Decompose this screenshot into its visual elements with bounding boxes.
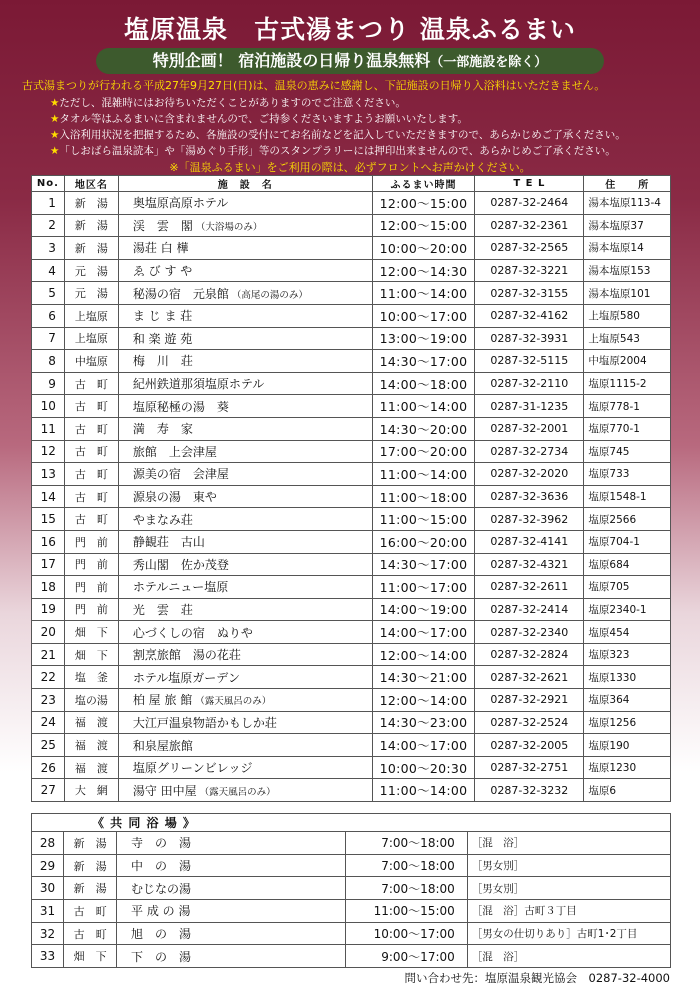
row-address: 湯本塩原153 [584,259,671,282]
row-no: 15 [32,508,65,531]
facility-name: 秘湯の宿 元泉館 [132,286,229,301]
row-tel: 0287-32-2524 [475,711,584,734]
row-tel: 0287-32-4321 [475,553,584,576]
row-area: 元 湯 [64,282,118,305]
row-no: 12 [32,440,65,463]
row-no: 2 [32,214,65,237]
row-area: 古 町 [64,485,118,508]
row-address: 上塩原543 [584,327,671,350]
facility-note: （露天風呂のみ） [199,786,276,798]
row-address: 塩原684 [584,553,671,576]
row-area: 新 湯 [64,214,118,237]
special-offer-banner [96,48,604,74]
row-address: 湯本塩原14 [584,237,671,260]
row-no: 13 [32,463,65,486]
header-facility: 施 設 名 [118,176,372,192]
row-address: 塩原733 [584,463,671,486]
facility-name: 和 楽 遊 苑 [132,331,193,346]
table-row [32,689,671,712]
row-no: 20 [32,621,65,644]
note-item: ★「しおばら温泉読本」や「湯めぐり手形」等のスタンプラリーには押印出来ませんので、あらかじめご了承ください。 [50,145,616,157]
table-row [32,553,671,576]
row-time: 11:00〜14:00 [372,463,475,486]
star-icon: ★ [50,97,60,109]
row-tel: 0287-32-2464 [475,192,584,215]
row-area: 古 町 [64,372,118,395]
row-no: 14 [32,485,65,508]
row-no: 7 [32,327,65,350]
header-no: No. [32,176,65,192]
row-tel: 0287-32-4162 [475,304,584,327]
row-time: 10:00〜20:00 [372,237,475,260]
table-row [32,756,671,779]
row-tel: 0287-32-5115 [475,350,584,373]
row-area: 門 前 [64,530,118,553]
row-bath-type: ［男女の仕切りあり］古町1･2丁目 [467,922,670,945]
table-row [32,832,671,855]
row-no: 4 [32,259,65,282]
row-address: 上塩原580 [584,304,671,327]
row-address: 中塩原2004 [584,350,671,373]
row-tel: 0287-32-3962 [475,508,584,531]
row-bath-type: ［混 浴］古町３丁目 [467,900,670,923]
row-area: 新 湯 [64,192,118,215]
row-address: 塩原190 [584,734,671,757]
table-row [32,734,671,757]
row-facility: むじなの湯 [117,877,346,900]
row-tel: 0287-32-2611 [475,576,584,599]
row-tel: 0287-32-2001 [475,417,584,440]
row-tel: 0287-32-2565 [475,237,584,260]
row-area: 畑 下 [64,621,118,644]
facility-name: 奥塩原高原ホテル [132,196,229,211]
row-facility [118,530,372,553]
row-bath-type: ［混 浴］ [467,945,670,968]
star-icon: ★ [50,113,60,125]
row-area: 中塩原 [64,350,118,373]
row-no: 25 [32,734,65,757]
row-time: 12:00〜15:00 [372,192,475,215]
header-time: ふるまい時間 [372,176,475,192]
row-no: 30 [32,877,64,900]
facility-name: ま じ ま 荘 [132,309,193,324]
front-desk-notice: ※「温泉ふるまい」をご利用の際は、必ずフロントへお声かけください。 [169,161,531,174]
row-no: 23 [32,689,65,712]
table-row [32,485,671,508]
row-time: 11:00〜15:00 [345,900,467,923]
table-row [32,214,671,237]
row-address: 塩原705 [584,576,671,599]
row-facility [118,259,372,282]
table-row [32,282,671,305]
row-facility [118,711,372,734]
row-area: 新 湯 [64,877,117,900]
row-time: 7:00〜18:00 [345,877,467,900]
row-address: 塩原770-1 [584,417,671,440]
row-bath-type: ［男女別］ [467,854,670,877]
row-facility [118,214,372,237]
row-no: 33 [32,945,64,968]
row-tel: 0287-32-2361 [475,214,584,237]
table-row [32,395,671,418]
row-time: 7:00〜18:00 [345,854,467,877]
facility-note: （大浴場のみ） [195,221,263,233]
row-time: 14:00〜17:00 [372,621,475,644]
row-address: 塩原778-1 [584,395,671,418]
row-time: 14:30〜20:00 [372,417,475,440]
row-no: 6 [32,304,65,327]
row-address: 塩原1548-1 [584,485,671,508]
star-icon: ★ [50,129,60,141]
special-offer-note: （一部施設を除く） [430,55,548,70]
row-no: 10 [32,395,65,418]
row-area: 畑 下 [64,945,117,968]
contact-footer: 問い合わせ先：塩原温泉観光協会 0287-32-4000 [404,971,670,985]
row-no: 9 [32,372,65,395]
facility-note: （高尾の湯のみ） [231,289,308,301]
table-row [32,530,671,553]
row-area: 古 町 [64,900,117,923]
row-tel: 0287-32-2621 [475,666,584,689]
row-address: 塩原1330 [584,666,671,689]
row-time: 11:00〜15:00 [372,508,475,531]
row-address: 塩原704-1 [584,530,671,553]
row-tel: 0287-32-2734 [475,440,584,463]
row-area: 古 町 [64,440,118,463]
row-area: 塩 釜 [64,666,118,689]
row-address: 塩原1230 [584,756,671,779]
row-address: 塩原2340-1 [584,598,671,621]
table-row [32,259,671,282]
row-tel: 0287-32-2824 [475,643,584,666]
row-area: 大 網 [64,779,118,802]
row-facility: 中 の 湯 [117,854,346,877]
facility-name: 渓 雲 閣 [132,218,193,233]
facility-name: 柏 屋 旅 館 [132,693,193,708]
row-no: 1 [32,192,65,215]
row-time: 11:00〜18:00 [372,485,475,508]
table-row [32,922,671,945]
row-address: 塩原1115-2 [584,372,671,395]
row-tel: 0287-32-4141 [475,530,584,553]
row-facility [118,734,372,757]
row-area: 新 湯 [64,237,118,260]
row-no: 8 [32,350,65,373]
row-facility [118,689,372,712]
row-bath-type: ［男女別］ [467,877,670,900]
row-time: 11:00〜14:00 [372,282,475,305]
row-facility: 寺 の 湯 [117,832,346,855]
table-row [32,598,671,621]
row-facility [118,440,372,463]
row-tel: 0287-32-2020 [475,463,584,486]
table-row [32,779,671,802]
row-address: 湯本塩原37 [584,214,671,237]
row-facility: 平 成 の 湯 [117,900,346,923]
row-facility [118,327,372,350]
star-icon: ★ [50,145,60,157]
row-tel: 0287-32-2005 [475,734,584,757]
facility-name: 紀州鉄道那須塩原ホテル [132,377,265,392]
table-row [32,508,671,531]
row-area: 畑 下 [64,643,118,666]
row-address: 塩原6 [584,779,671,802]
row-facility [118,237,372,260]
row-facility [118,350,372,373]
row-facility [118,756,372,779]
facility-name: ホテル塩原ガーデン [132,670,240,685]
facility-name: やまなみ荘 [132,512,193,527]
row-time: 11:00〜14:00 [372,395,475,418]
facility-name: 和泉屋旅館 [132,738,193,753]
table-row [32,327,671,350]
public-baths-table [31,813,671,968]
table-row [32,463,671,486]
row-facility [118,463,372,486]
row-tel: 0287-32-3931 [475,327,584,350]
row-address: 湯本塩原113-4 [584,192,671,215]
row-area: 元 湯 [64,259,118,282]
row-time: 10:00〜17:00 [345,922,467,945]
row-area: 古 町 [64,922,117,945]
row-facility [118,553,372,576]
row-facility [118,304,372,327]
note-item: ★ただし、混雑時にはお待ちいただくことがありますのでご注意ください。 [50,97,406,109]
row-area: 門 前 [64,553,118,576]
row-facility [118,485,372,508]
facility-name: 塩原秘極の湯 葵 [132,399,229,414]
facility-name: 光 雲 荘 [132,602,193,617]
page-title: 塩原温泉 古式湯まつり 温泉ふるまい [124,15,576,44]
public-baths-title: 《 共 同 浴 場 》 [32,814,671,832]
row-no: 28 [32,832,64,855]
facility-name: 湯守 田中屋 [132,783,197,798]
row-time: 12:00〜14:30 [372,259,475,282]
row-area: 古 町 [64,417,118,440]
row-tel: 0287-32-2414 [475,598,584,621]
row-no: 3 [32,237,65,260]
row-bath-type: ［混 浴］ [467,832,670,855]
row-address: 塩原1256 [584,711,671,734]
row-area: 福 渡 [64,756,118,779]
row-facility [118,372,372,395]
facility-note: （露天風呂のみ） [195,696,272,708]
table-row [32,350,671,373]
row-time: 16:00〜20:00 [372,530,475,553]
facility-name: 満 寿 家 [132,422,193,437]
row-tel: 0287-32-3155 [475,282,584,305]
notes-list [50,95,690,159]
row-tel: 0287-32-2921 [475,689,584,712]
row-time: 13:00〜19:00 [372,327,475,350]
row-address: 塩原364 [584,689,671,712]
table-row [32,417,671,440]
row-area: 福 渡 [64,711,118,734]
row-no: 31 [32,900,64,923]
row-facility [118,508,372,531]
facility-name: 源美の宿 会津屋 [132,467,229,482]
row-no: 17 [32,553,65,576]
row-area: 古 町 [64,508,118,531]
row-area: 門 前 [64,598,118,621]
row-facility: 下 の 湯 [117,945,346,968]
row-time: 12:00〜15:00 [372,214,475,237]
special-offer-label: 特別企画！ 宿泊施設の日帰り温泉無料 [152,51,431,70]
facilities-table [31,175,671,802]
note-item: ★入浴利用状況を把握するため、各施設の受付にてお名前などを記入していただきますので、あらかじめご了承ください。 [50,129,626,141]
row-time: 14:30〜17:00 [372,350,475,373]
table-row [32,900,671,923]
row-time: 10:00〜17:00 [372,304,475,327]
row-address: 湯本塩原101 [584,282,671,305]
row-tel: 0287-32-3636 [475,485,584,508]
row-facility: 旭 の 湯 [117,922,346,945]
row-time: 14:00〜19:00 [372,598,475,621]
facility-name: ホテルニュー塩原 [132,580,229,595]
table-header-row [32,176,671,192]
row-area: 塩の湯 [64,689,118,712]
row-facility [118,576,372,599]
row-time: 14:30〜17:00 [372,553,475,576]
facility-name: 大江戸温泉物語かもしか荘 [132,715,277,730]
row-time: 12:00〜14:00 [372,643,475,666]
row-time: 11:00〜17:00 [372,576,475,599]
row-time: 17:00〜20:00 [372,440,475,463]
table-row [32,576,671,599]
row-no: 18 [32,576,65,599]
row-facility [118,598,372,621]
row-facility [118,395,372,418]
table-row [32,877,671,900]
facility-name: 秀山閣 佐か茂登 [132,557,229,572]
row-facility [118,779,372,802]
table-row [32,372,671,395]
facility-name: 塩原グリーンビレッジ [132,761,253,776]
table-row [32,192,671,215]
row-time: 14:00〜17:00 [372,734,475,757]
facility-name: ゑ び す や [132,264,193,279]
facility-name: 湯荘 白 樺 [132,241,189,256]
row-tel: 0287-32-3221 [475,259,584,282]
row-time: 11:00〜14:00 [372,779,475,802]
row-no: 16 [32,530,65,553]
row-facility [118,417,372,440]
row-no: 32 [32,922,64,945]
row-area: 新 湯 [64,832,117,855]
table-row [32,854,671,877]
public-baths-header-row [32,814,671,832]
row-area: 古 町 [64,395,118,418]
row-facility [118,643,372,666]
header-area: 地区名 [64,176,118,192]
row-facility [118,192,372,215]
table-row [32,621,671,644]
header-address: 住 所 [584,176,671,192]
row-no: 11 [32,417,65,440]
facility-name: 心づくしの宿 ぬりや [132,625,253,640]
facility-name: 梅 川 荘 [132,354,193,369]
row-area: 上塩原 [64,304,118,327]
row-tel: 0287-32-2340 [475,621,584,644]
facility-name: 旅館 上会津屋 [132,444,217,459]
note-item: ★タオル等はふるまいに含まれませんので、ご持参くださいますようお願いいたします。 [50,113,468,125]
table-row [32,945,671,968]
row-tel: 0287-32-2751 [475,756,584,779]
row-tel: 0287-31-1235 [475,395,584,418]
table-row [32,440,671,463]
row-no: 29 [32,854,64,877]
row-no: 5 [32,282,65,305]
row-time: 10:00〜20:30 [372,756,475,779]
row-facility [118,666,372,689]
facility-name: 源泉の湯 東や [132,490,217,505]
row-time: 14:30〜23:00 [372,711,475,734]
table-row [32,666,671,689]
row-no: 26 [32,756,65,779]
row-facility [118,282,372,305]
row-tel: 0287-32-3232 [475,779,584,802]
row-address: 塩原745 [584,440,671,463]
row-area: 古 町 [64,463,118,486]
row-address: 塩原323 [584,643,671,666]
row-facility [118,621,372,644]
row-area: 上塩原 [64,327,118,350]
row-time: 14:00〜18:00 [372,372,475,395]
row-no: 19 [32,598,65,621]
row-address: 塩原2566 [584,508,671,531]
row-no: 21 [32,643,65,666]
facility-name: 静観荘 古山 [132,535,205,550]
row-area: 福 渡 [64,734,118,757]
row-area: 門 前 [64,576,118,599]
row-no: 27 [32,779,65,802]
row-time: 7:00〜18:00 [345,832,467,855]
table-row [32,711,671,734]
row-time: 9:00〜17:00 [345,945,467,968]
facility-name: 割烹旅館 湯の花荘 [132,648,241,663]
table-row [32,237,671,260]
table-row [32,304,671,327]
row-no: 22 [32,666,65,689]
table-row [32,643,671,666]
row-no: 24 [32,711,65,734]
lead-text: 古式湯まつりが行われる平成27年9月27日(日)は、温泉の恵みに感謝し、下記施設の日帰り入浴料はいただきません。 [22,79,606,92]
row-tel: 0287-32-2110 [475,372,584,395]
row-area: 新 湯 [64,854,117,877]
row-time: 12:00〜14:00 [372,689,475,712]
row-time: 14:30〜21:00 [372,666,475,689]
row-address: 塩原454 [584,621,671,644]
header-tel: T E L [475,176,584,192]
